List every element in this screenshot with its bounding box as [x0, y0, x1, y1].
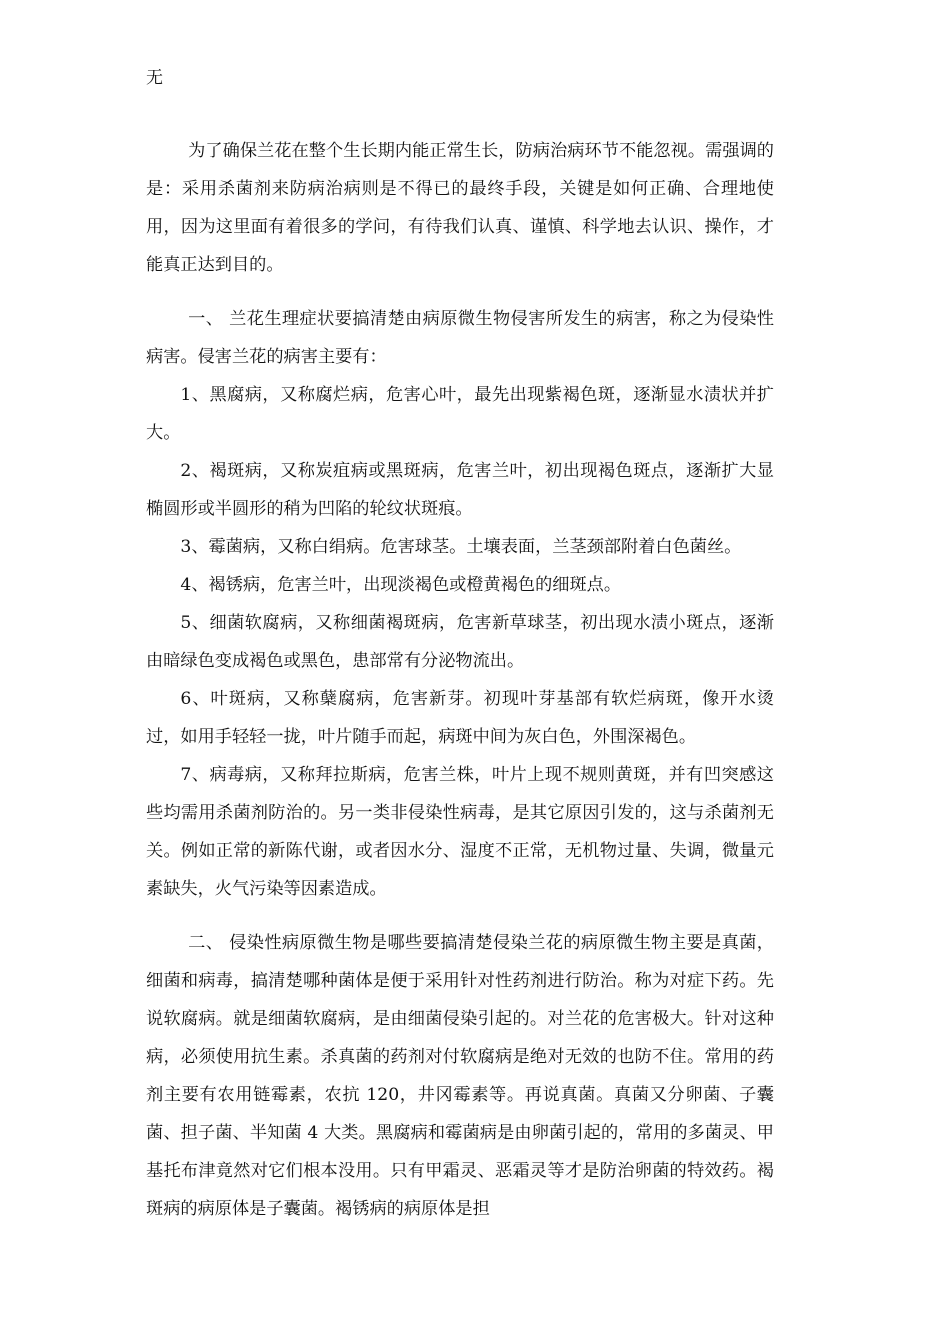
- disease-item-2: 2、褐斑病，又称炭疽病或黑斑病，危害兰叶，初出现褐色斑点，逐渐扩大显椭圆形或半圆形的稍为凹陷的轮纹状斑痕。: [146, 461, 774, 519]
- page-header: 无: [146, 68, 163, 88]
- disease-item-1: 1、黑腐病，又称腐烂病，危害心叶，最先出现紫褐色斑，逐渐显水渍状并扩大。: [146, 385, 774, 443]
- disease-item-3: 3、霉菌病，又称白绢病。危害球茎。土壤表面，兰茎颈部附着白色菌丝。: [180, 537, 742, 557]
- disease-item-4: 4、褐锈病，危害兰叶，出现淡褐色或橙黄褐色的细斑点。: [180, 575, 622, 595]
- document-body: [146, 132, 774, 1228]
- disease-item-6: 6、叶斑病，又称蘖腐病，危害新芽。初现叶芽基部有软烂病斑，像开水烫过，如用手轻轻一拢，叶片随手而起，病斑中间为灰白色，外围深褐色。: [146, 689, 774, 747]
- disease-item-7: 7、病毒病，又称拜拉斯病，危害兰株，叶片上现不规则黄斑，并有凹突感这些均需用杀菌剂防治的。另一类非侵染性病毒，是其它原因引发的，这与杀菌剂无关。例如正常的新陈代谢，或者因水分、湿度不正常，无机物过量、失调，微量元素缺失，火气污染等因素造成。: [146, 765, 774, 899]
- intro-paragraph: 为了确保兰花在整个生长期内能正常生长，防病治病环节不能忽视。需强调的是：采用杀菌剂来防病治病则是不得已的最终手段，关键是如何正确、合理地使用，因为这里面有着很多的学问，有待我们认真、谨慎、科学地去认识、操作，才能真正达到目的。: [146, 141, 774, 275]
- section-two-paragraph: 二、 侵染性病原微生物是哪些要搞清楚侵染兰花的病原微生物主要是真菌，细菌和病毒，搞清楚哪种菌体是便于采用针对性药剂进行防治。称为对症下药。先说软腐病。就是细菌软腐病，是由细菌侵染引起的。对兰花的危害极大。针对这种病，必须使用抗生素。杀真菌的药剂对付软腐病是绝对无效的也防不住。常用的药剂主要有农用链霉素，农抗 120，井冈霉素等。再说真菌。真菌又分卵菌、子囊菌、担子菌、半知菌 4 大类。黑腐病和霉菌病是由卵菌引起的，常用的多菌灵、甲基托布津竟然对它们根本没用。只有甲霜灵、恶霜灵等才是防治卵菌的特效药。褐斑病的病原体是子囊菌。褐锈病的病原体是担: [146, 933, 774, 1219]
- section-one-heading-paragraph: 一、 兰花生理症状要搞清楚由病原微生物侵害所发生的病害，称之为侵染性病害。侵害兰花的病害主要有：: [146, 309, 774, 367]
- disease-item-5: 5、细菌软腐病，又称细菌褐斑病，危害新草球茎，初出现水渍小斑点，逐渐由暗绿色变成褐色或黑色，患部常有分泌物流出。: [146, 613, 774, 671]
